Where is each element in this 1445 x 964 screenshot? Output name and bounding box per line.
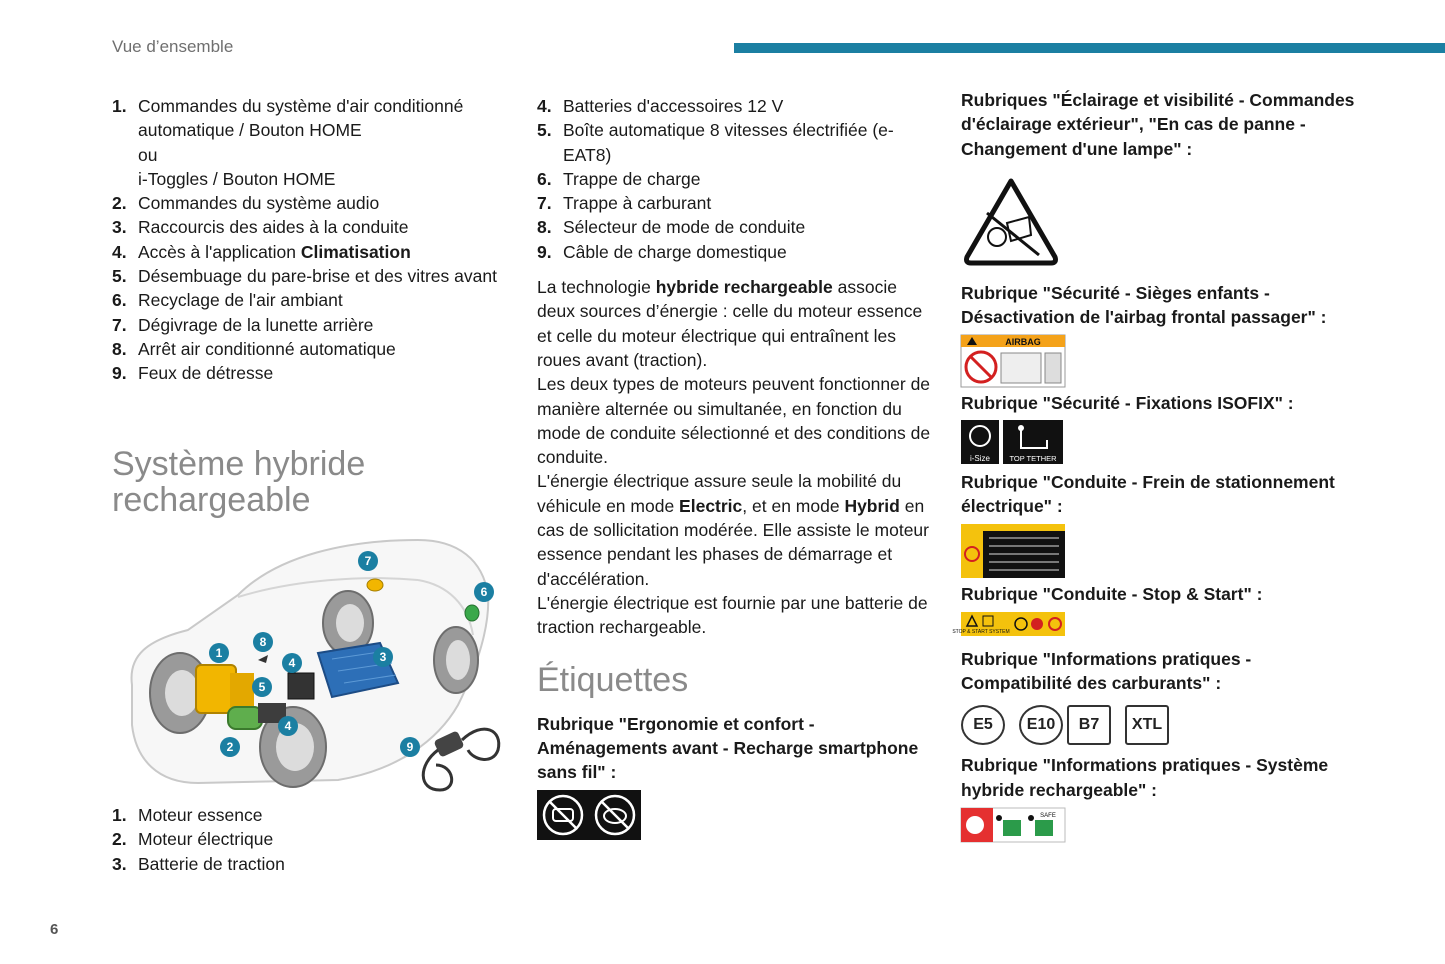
isofix-labels: [961, 420, 1361, 464]
fuel-xtl-badge: XTL: [1125, 705, 1169, 745]
controls-list: [112, 94, 502, 386]
rubric-isofix: Rubrique "Sécurité - Fixations ISOFIX" :: [961, 393, 1294, 414]
list-item: 7. Trappe à carburant: [537, 193, 712, 214]
fuel-e10-badge: E10: [1019, 705, 1063, 745]
paragraph: L'énergie électrique est fournie par une batterie de traction rechargeable.: [537, 592, 928, 638]
rubric-frein: Rubrique "Conduite - Frein de stationnement électrique" :: [961, 471, 1335, 517]
list-item: 4. Batteries d'accessoires 12 V: [537, 96, 784, 116]
airbag-warning-label: [961, 335, 1065, 387]
parking-brake-label: [961, 524, 1065, 578]
svg-text:2: 2: [226, 740, 234, 754]
list-item: 3. Raccourcis des aides à la conduite: [112, 217, 409, 238]
list-item: 7. Dégivrage de la lunette arrière: [112, 314, 374, 335]
i-size-icon: [961, 420, 999, 464]
left-column: [112, 94, 502, 386]
rubric-eclairage: Rubriques "Éclairage et visibilité - Commandes d'éclairage extérieur", "En cas de panne - Changement d'une lampe" :: [961, 90, 1355, 159]
labels-title: Étiquettes: [537, 660, 689, 699]
svg-text:8: 8: [259, 635, 267, 649]
list-item: 5. Désembuage du pare-brise et des vitres avant: [112, 266, 497, 287]
svg-text:6: 6: [480, 585, 488, 599]
components-list-left: [112, 803, 492, 876]
fuel-e5-badge: E5: [961, 705, 1005, 745]
paragraph: La technologie hybride rechargeable associe deux sources d’énergie : celle du moteur essence et celle du moteur électrique qui entraînent les roues avant (traction).: [537, 277, 923, 370]
list-item: 9. Feux de détresse: [112, 363, 274, 384]
list-item: 8. Arrêt air conditionné automatique: [112, 338, 396, 359]
svg-text:STOP & START SYSTEM: STOP & START SYSTEM: [952, 628, 1010, 635]
list-item: 2. Moteur électrique: [112, 829, 274, 850]
list-item: 9. Câble de charge domestique: [537, 241, 787, 262]
svg-text:AIRBAG: AIRBAG: [1005, 337, 1041, 348]
svg-text:3: 3: [379, 650, 387, 664]
list-item: 6. Recyclage de l'air ambiant: [112, 290, 343, 311]
paragraph: Les deux types de moteurs peuvent fonctionner de manière alternée ou simultanée, en fonction du mode de conduite sélectionné et des conditions de conduite.: [537, 374, 931, 468]
svg-text:5: 5: [258, 680, 266, 694]
components-list-right: [537, 94, 932, 264]
list-item: 2. Commandes du système audio: [112, 193, 380, 214]
svg-text:9: 9: [406, 740, 414, 754]
fuel-compatibility-labels: [961, 705, 1361, 745]
rubric-ergonomie: Rubrique "Ergonomie et confort - Aménagements avant - Recharge smartphone sans fil" :: [537, 713, 919, 783]
svg-text:i-Size: i-Size: [969, 453, 991, 463]
running-header: Vue d’ensemble: [112, 37, 234, 56]
list-item: 3. Batterie de traction: [112, 853, 285, 874]
charging-cable: [423, 729, 499, 790]
electric-motor: [228, 707, 262, 729]
svg-text:7: 7: [364, 554, 372, 568]
svg-text:SAFE: SAFE: [1040, 812, 1056, 819]
rubric-hybride: Rubrique "Informations pratiques - Système hybride rechargeable" :: [961, 755, 1329, 800]
list-item: 5. Boîte automatique 8 vitesses électrifiée (e-EAT8): [537, 120, 894, 165]
accessory-battery: [288, 673, 314, 699]
svg-text:1: 1: [215, 646, 223, 660]
list-item: 8. Sélecteur de mode de conduite: [537, 217, 806, 238]
paragraph: L'énergie électrique assure seule la mobilité du véhicule en mode Electric, et en mode Hybrid en cas de sollicitation modérée. Elle assiste le moteur essence pendant les phases de démarrage et d'accélération.: [537, 471, 929, 589]
wireless-charging-label: [537, 790, 641, 840]
stop-start-label: [952, 612, 1065, 636]
header-accent-bar: [734, 43, 1445, 53]
rubric-stop-start: Rubrique "Conduite - Stop & Start" :: [961, 584, 1263, 605]
right-column: [952, 88, 1361, 842]
fuel-flap: [367, 579, 383, 591]
svg-text:4: 4: [284, 719, 292, 733]
top-tether-icon: [1003, 420, 1063, 464]
list-item: 1. Commandes du système d'air conditionné automatique / Bouton HOME ou i-Toggles / Bouton HOME: [112, 96, 464, 189]
rubric-airbag: Rubrique "Sécurité - Sièges enfants - Désactivation de l'airbag frontal passager" :: [961, 282, 1327, 328]
list-item: 6. Trappe de charge: [537, 168, 701, 189]
svg-text:4: 4: [288, 656, 296, 670]
list-item: 1. Moteur essence: [112, 805, 263, 825]
middle-column: [537, 94, 932, 840]
svg-text:TOP TETHER: TOP TETHER: [1009, 453, 1057, 463]
hybrid-system-label: [961, 808, 1065, 842]
rubric-carburant: Rubrique "Informations pratiques - Compatibilité des carburants" :: [961, 648, 1252, 693]
hybrid-car-diagram: [118, 535, 510, 797]
list-item: 4. Accès à l'application Climatisation: [112, 241, 411, 262]
fuel-b7-badge: B7: [1067, 705, 1111, 745]
hybrid-description: [537, 275, 932, 639]
lamp-warning-icon: [961, 175, 1061, 267]
hybrid-system-title: Système hybride rechargeable: [112, 445, 366, 519]
charge-flap: [465, 605, 479, 621]
page-number: 6: [50, 921, 59, 938]
